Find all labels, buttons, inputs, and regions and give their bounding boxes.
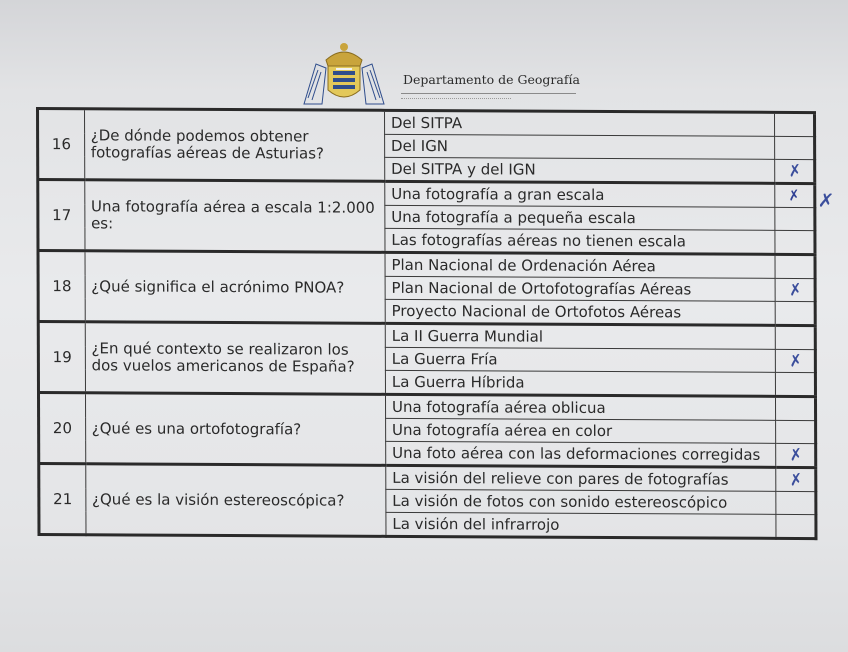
- answer-option[interactable]: Del IGN: [384, 134, 775, 159]
- question-text: Una fotografía aérea a escala 1:2.000 es:: [84, 180, 384, 253]
- question-number: 16: [38, 109, 85, 180]
- question-number: 20: [38, 393, 85, 464]
- option-row: [39, 464, 816, 492]
- answer-mark-box[interactable]: [775, 183, 815, 207]
- option-row: [38, 109, 815, 137]
- answer-option[interactable]: Del SITPA: [384, 110, 775, 136]
- answer-option[interactable]: La visión de fotos con sonido estereoscópico: [386, 489, 777, 514]
- answer-option[interactable]: Proyecto Nacional de Ortofotos Aéreas: [385, 299, 776, 325]
- question-number: 21: [39, 464, 86, 535]
- answer-mark-box[interactable]: [776, 301, 816, 325]
- question-number: 17: [38, 180, 85, 251]
- handwritten-cross-mark: ✗: [787, 187, 802, 205]
- answer-mark-box[interactable]: [776, 491, 816, 514]
- option-row: [38, 322, 815, 350]
- option-row: [38, 180, 815, 208]
- question-text: ¿Qué significa el acrónimo PNOA?: [85, 251, 385, 324]
- answer-mark-box[interactable]: [776, 514, 816, 538]
- quiz-table: [36, 107, 817, 540]
- header-divider: [401, 93, 576, 94]
- answer-option[interactable]: Una fotografía a gran escala: [385, 181, 776, 207]
- document-header: [296, 38, 596, 108]
- answer-mark-box[interactable]: [776, 372, 816, 396]
- answer-option[interactable]: La Guerra Híbrida: [385, 370, 776, 396]
- answer-mark-box[interactable]: [776, 325, 816, 349]
- handwritten-cross-mark: ✗: [786, 279, 803, 300]
- answer-option[interactable]: Plan Nacional de Ortofotografías Aéreas: [385, 276, 776, 301]
- answer-mark-box[interactable]: [776, 467, 816, 491]
- quiz-sheet: [36, 107, 818, 551]
- answer-option[interactable]: Del SITPA y del IGN: [385, 157, 776, 183]
- department-title: Departamento de Geografía: [403, 72, 580, 87]
- handwritten-cross-mark: ✗: [787, 350, 804, 371]
- margin-cross-mark: ✗: [817, 189, 835, 213]
- answer-option[interactable]: Las fotografías aéreas no tienen escala: [385, 228, 776, 254]
- handwritten-cross-mark: ✗: [786, 160, 803, 181]
- handwritten-cross-mark: ✗: [787, 469, 804, 490]
- answer-mark-box[interactable]: [776, 278, 816, 301]
- question-number: 18: [38, 251, 85, 322]
- answer-mark-box[interactable]: [775, 254, 815, 278]
- answer-option[interactable]: Una fotografía aérea oblicua: [385, 394, 776, 420]
- answer-option[interactable]: Una foto aérea con las deformaciones corregidas: [386, 441, 777, 467]
- header-subline: [401, 98, 511, 103]
- question-text: ¿De dónde podemos obtener fotografías aéreas de Asturias?: [84, 109, 384, 182]
- answer-option[interactable]: Plan Nacional de Ordenación Aérea: [385, 252, 776, 278]
- answer-option[interactable]: Una fotografía a pequeña escala: [385, 205, 776, 230]
- answer-mark-box[interactable]: [776, 420, 816, 443]
- handwritten-cross-mark: ✗: [787, 444, 804, 465]
- answer-mark-box[interactable]: [775, 159, 815, 183]
- question-number: 19: [38, 322, 85, 393]
- answer-option[interactable]: La II Guerra Mundial: [385, 323, 776, 349]
- answer-mark-box[interactable]: [775, 112, 815, 136]
- question-text: ¿Qué es la visión estereoscópica?: [85, 464, 385, 537]
- answer-mark-box[interactable]: [776, 396, 816, 420]
- answer-mark-box[interactable]: [775, 207, 815, 230]
- option-row: [38, 251, 815, 279]
- answer-option[interactable]: La visión del relieve con pares de fotografías: [386, 465, 777, 491]
- answer-mark-box[interactable]: [775, 230, 815, 254]
- answer-mark-box[interactable]: [776, 349, 816, 372]
- university-crest-icon: [296, 38, 392, 108]
- answer-mark-box[interactable]: [776, 443, 816, 467]
- question-text: ¿Qué es una ortofotografía?: [85, 393, 385, 466]
- answer-option[interactable]: Una fotografía aérea en color: [385, 418, 776, 443]
- option-row: [38, 393, 815, 421]
- question-text: ¿En qué contexto se realizaron los dos vuelos americanos de España?: [85, 322, 385, 395]
- answer-option[interactable]: La visión del infrarrojo: [386, 512, 777, 538]
- answer-option[interactable]: La Guerra Fría: [385, 347, 776, 372]
- answer-mark-box[interactable]: [775, 136, 815, 159]
